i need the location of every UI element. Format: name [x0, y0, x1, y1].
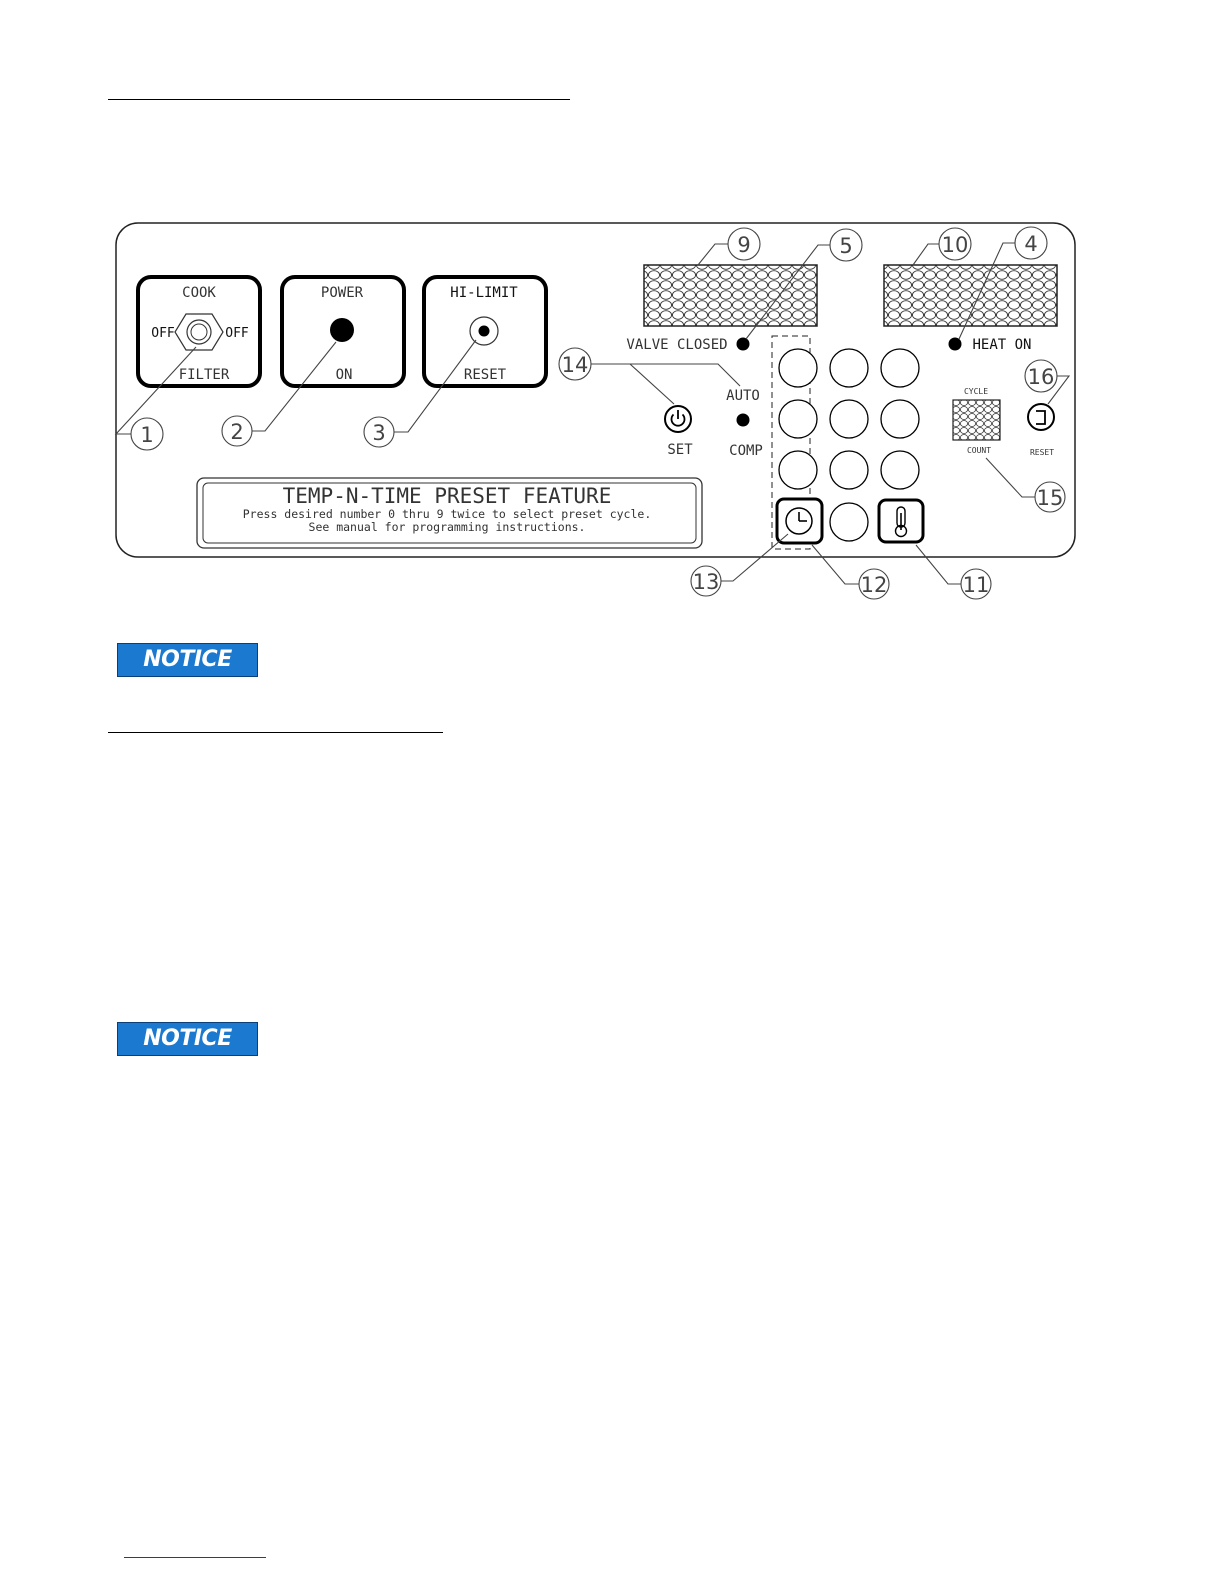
- cycle-reset-label: RESET: [1029, 448, 1055, 457]
- keypad-button[interactable]: [779, 349, 817, 387]
- cook-filter-switch[interactable]: [138, 277, 260, 386]
- keypad-button[interactable]: [881, 400, 919, 438]
- auto-comp-light: [737, 414, 750, 427]
- heat-on-light: [949, 338, 962, 351]
- on-label: ON: [335, 367, 353, 383]
- heat-on-label: HEAT ON: [972, 337, 1032, 353]
- valve-closed-label: VALVE CLOSED: [626, 337, 728, 353]
- filter-label: FILTER: [178, 367, 230, 383]
- left-display: [644, 265, 817, 326]
- power-switch[interactable]: [282, 277, 404, 386]
- callout-11: 11: [962, 573, 990, 597]
- set-button[interactable]: [665, 406, 691, 432]
- cook-label: COOK: [182, 285, 216, 301]
- callout-3: 3: [372, 421, 386, 445]
- keypad-button[interactable]: [779, 451, 817, 489]
- fryer-control-panel-diagram: [0, 0, 1224, 620]
- cycle-reset-button[interactable]: [1028, 404, 1054, 430]
- preset-feature-plate: [197, 478, 702, 548]
- callout-9: 9: [737, 233, 751, 257]
- keypad-button[interactable]: [830, 503, 868, 541]
- preset-instruction-2: See manual for programming instructions.: [308, 520, 586, 534]
- callout-15: 15: [1036, 486, 1064, 510]
- callout-4: 4: [1024, 232, 1038, 256]
- off-right-label: OFF: [225, 326, 249, 341]
- callout-16: 16: [1027, 365, 1055, 389]
- keypad-button[interactable]: [881, 349, 919, 387]
- footer-link-rule: [124, 1557, 266, 1558]
- callout-10: 10: [941, 233, 969, 257]
- notice-badge: NOTICE: [117, 1022, 258, 1056]
- keypad-button[interactable]: [881, 451, 919, 489]
- notice-badge: NOTICE: [117, 643, 258, 677]
- off-left-label: OFF: [151, 326, 175, 341]
- callout-2: 2: [230, 420, 244, 444]
- cycle-label: CYCLE: [963, 387, 989, 396]
- callout-13: 13: [692, 570, 720, 594]
- valve-closed-light: [737, 338, 750, 351]
- callout-5: 5: [839, 234, 853, 258]
- set-label: SET: [667, 442, 693, 458]
- keypad-button[interactable]: [830, 400, 868, 438]
- temperature-button[interactable]: [879, 500, 923, 542]
- auto-label: AUTO: [726, 388, 760, 404]
- callout-12: 12: [860, 573, 888, 597]
- comp-label: COMP: [729, 443, 763, 459]
- hi-limit-label: HI-LIMIT: [450, 285, 518, 301]
- power-label: POWER: [320, 285, 364, 301]
- keypad-button[interactable]: [779, 400, 817, 438]
- hi-limit-reset-switch[interactable]: [424, 277, 546, 386]
- callout-14: 14: [561, 353, 589, 377]
- count-label: COUNT: [966, 446, 992, 455]
- preset-instruction-1: Press desired number 0 thru 9 twice to select preset cycle.: [242, 507, 652, 521]
- cycle-count-display: [953, 400, 1000, 440]
- timer-button[interactable]: [777, 499, 822, 543]
- callout-1: 1: [140, 423, 154, 447]
- right-display: [884, 265, 1057, 326]
- keypad-button[interactable]: [830, 451, 868, 489]
- keypad-button[interactable]: [830, 349, 868, 387]
- reset-label: RESET: [463, 367, 507, 383]
- heading-rule-middle: [108, 732, 443, 733]
- preset-title: TEMP-N-TIME PRESET FEATURE: [282, 484, 612, 508]
